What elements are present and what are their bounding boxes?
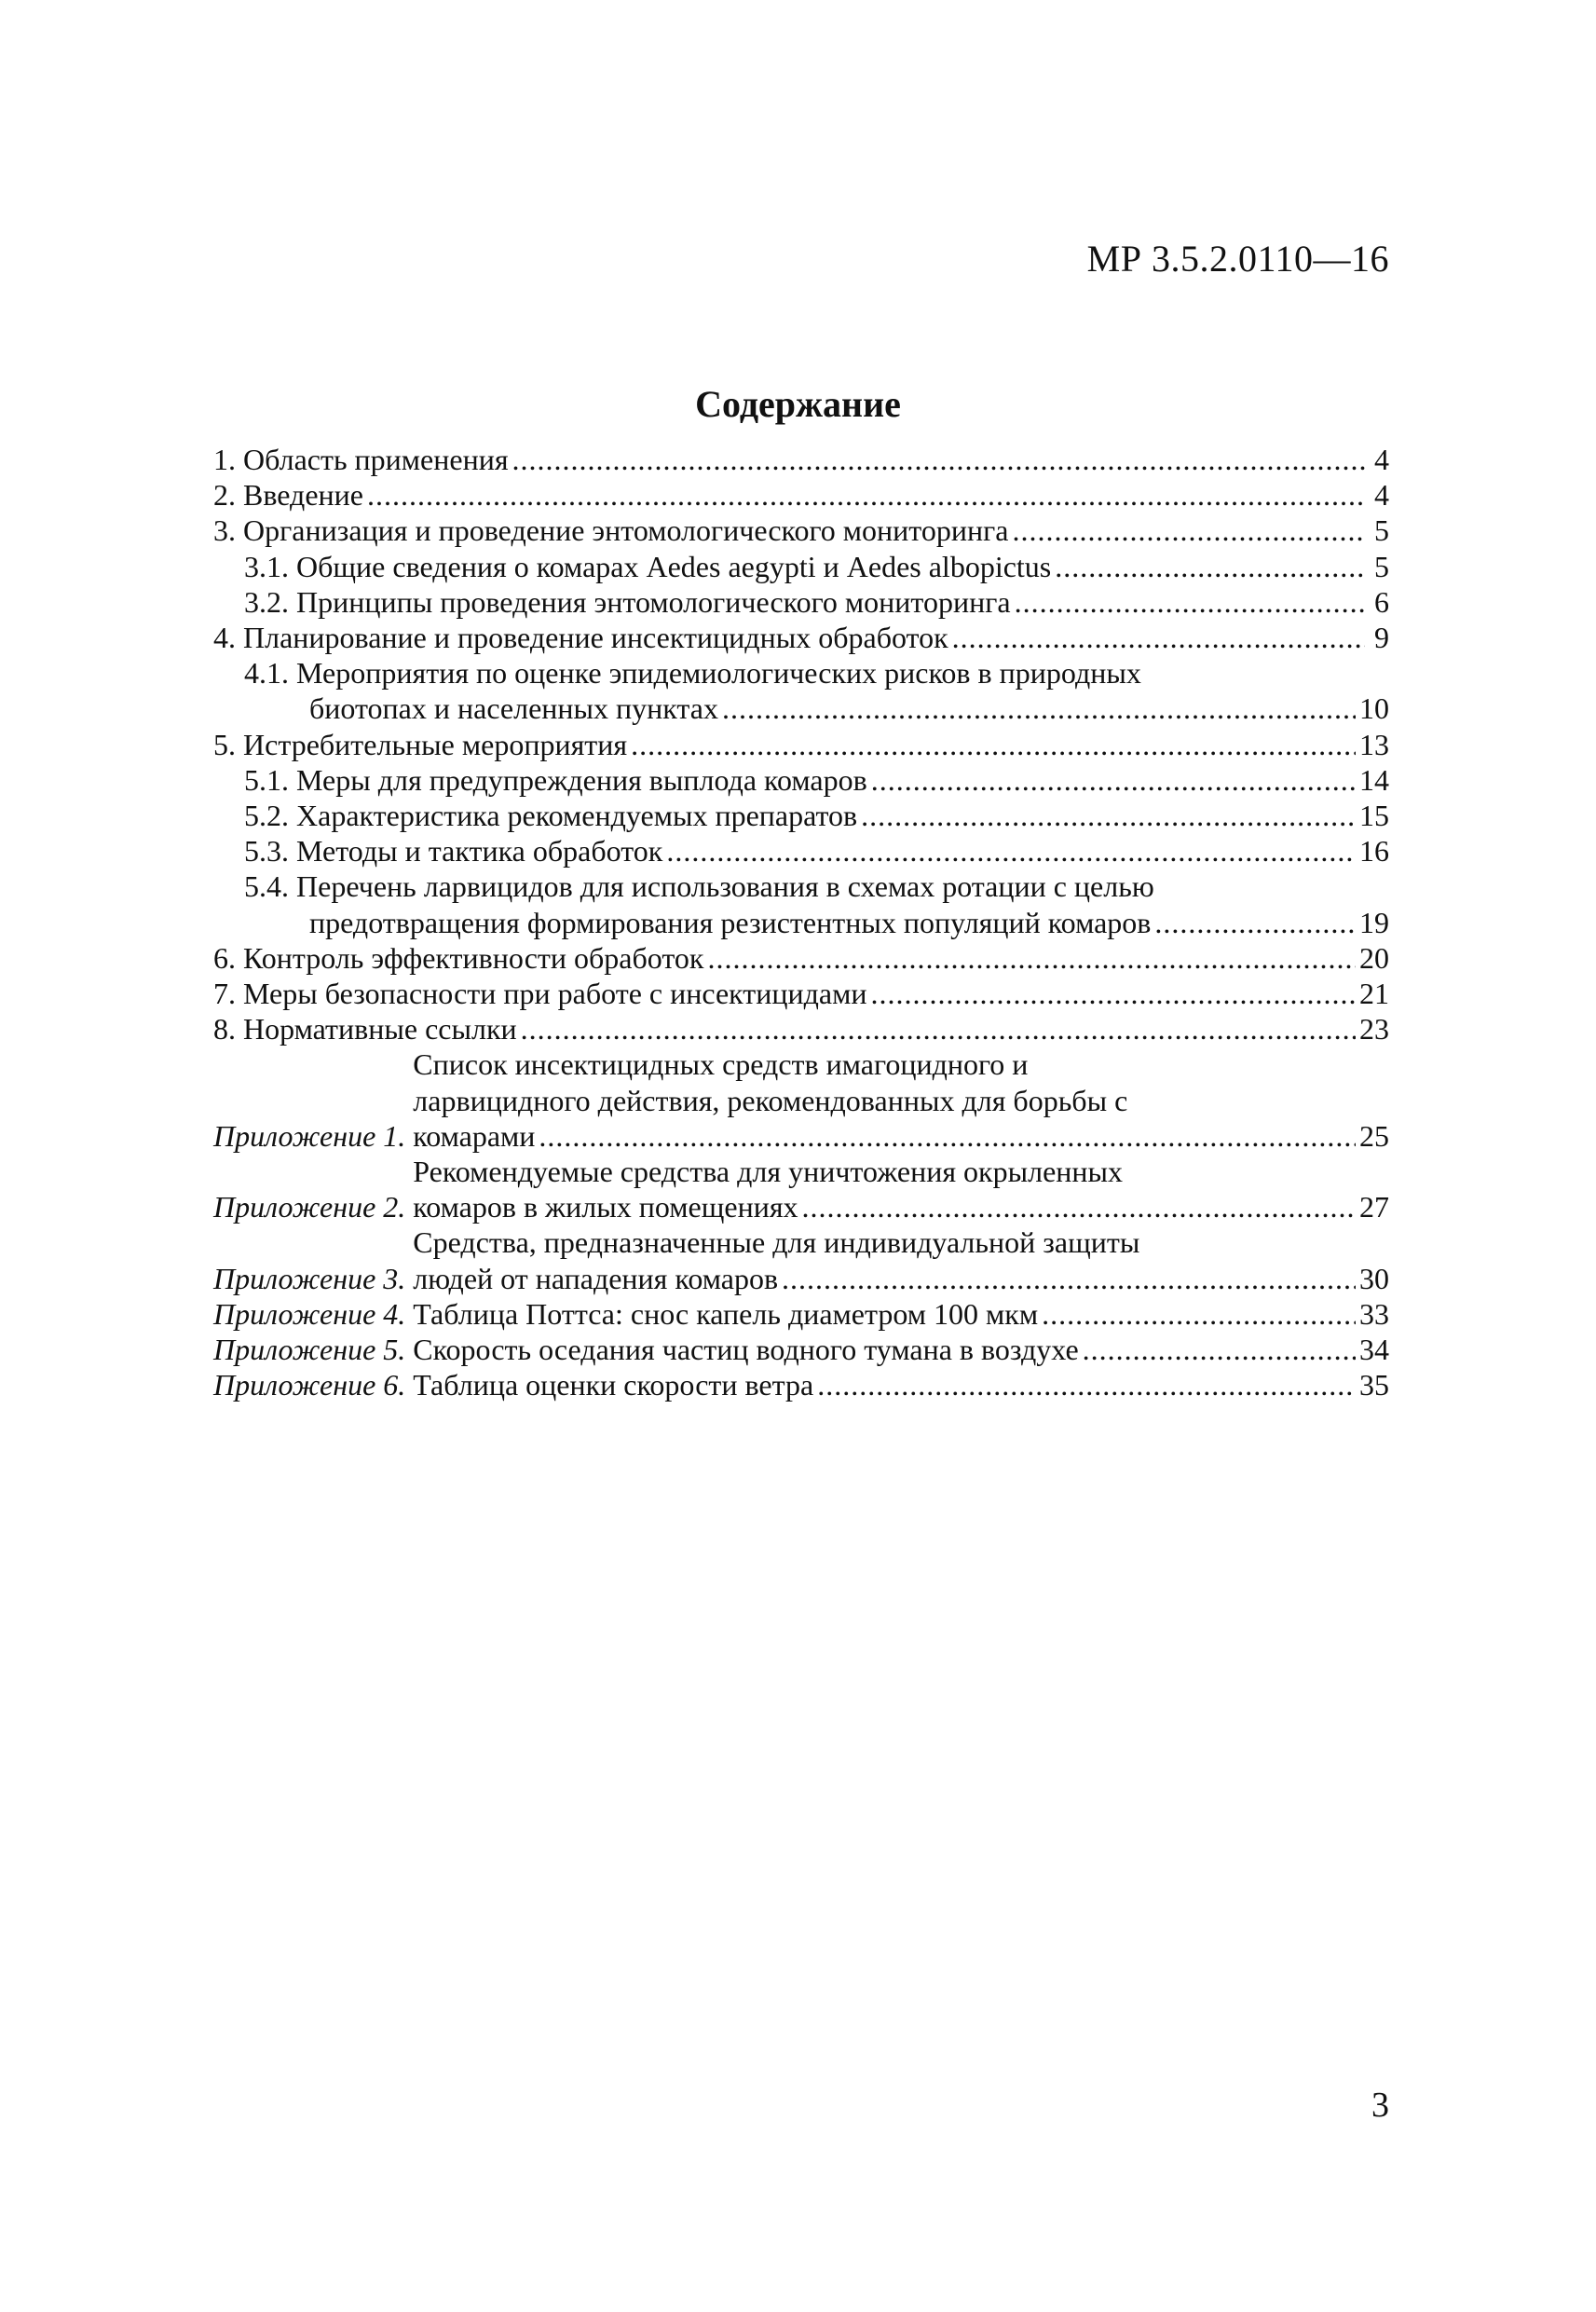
toc-page-number: 6 <box>1374 584 1389 619</box>
toc-page-number: 35 <box>1359 1368 1389 1402</box>
toc-entry-label: предотвращения формирования резистентных популяций комаров <box>309 905 1152 939</box>
toc-entry-text <box>213 1011 1389 1047</box>
toc-entry-label: комарами <box>413 1118 536 1153</box>
toc-entry-label: 4. Планирование и проведение инсектицидных обработок <box>213 621 948 655</box>
toc-entry-label: 5.3. Методы и тактика обработок <box>244 834 663 869</box>
toc-entry-line: 4.1. Мероприятия по оценке эпидемиологических рисков в природных <box>244 656 1141 691</box>
toc-page-number: 14 <box>1359 762 1389 797</box>
toc-dot-leader <box>1015 584 1365 620</box>
toc-page-number: 25 <box>1359 1118 1389 1153</box>
toc-entry <box>213 477 1389 513</box>
toc-entry-text <box>213 513 1389 548</box>
toc-title: Содержание <box>695 383 901 425</box>
toc-entry-text <box>244 869 1389 939</box>
toc-entry-last-line <box>413 1261 1389 1296</box>
toc-entry-line: Средства, предназначенные для индивидуальной защиты <box>413 1225 1140 1260</box>
toc-entry-text <box>213 940 1389 976</box>
toc-prefix-space <box>405 1118 413 1154</box>
toc-entry-text <box>244 798 1389 833</box>
toc-entry-line: 5.4. Перечень ларвицидов для использования в схемах ротации с целью <box>244 869 1154 904</box>
toc-entry <box>244 869 1389 939</box>
page-number: 3 <box>1371 2086 1389 2125</box>
toc-prefix-space <box>405 1189 413 1224</box>
toc-page-number: 21 <box>1359 977 1389 1011</box>
toc-entry-text <box>413 1154 1389 1224</box>
toc-page-number: 15 <box>1359 799 1389 833</box>
toc-entry <box>213 940 1389 976</box>
toc-entry-label: 5.1. Меры для предупреждения выплода комаров <box>244 762 867 797</box>
toc-prefix-space <box>405 1367 413 1402</box>
toc-entry-last-line <box>413 1189 1389 1224</box>
toc-dot-leader <box>722 691 1356 726</box>
toc-dot-leader <box>539 1118 1356 1154</box>
toc-entry-label: 1. Область применения <box>213 443 509 476</box>
toc-dot-leader <box>1154 905 1356 940</box>
toc-entry-label: 5. Истребительные мероприятия <box>213 727 628 761</box>
toc-page-number: 4 <box>1374 443 1389 476</box>
toc-entry-text <box>244 762 1389 798</box>
toc-dot-leader <box>1083 1332 1356 1367</box>
toc-appendix-entry <box>213 1154 1389 1224</box>
toc-entry-label: 3.2. Принципы проведения энтомологического мониторинга <box>244 584 1011 619</box>
toc-entry-last-line <box>213 477 1389 513</box>
toc-entry-text <box>244 655 1389 726</box>
toc-dot-leader <box>1042 1296 1356 1332</box>
toc-appendix-entry <box>213 1367 1389 1402</box>
toc-appendix-prefix: Приложение 5. <box>213 1333 406 1367</box>
toc-entry <box>213 620 1389 655</box>
toc-entry-text <box>213 620 1389 655</box>
toc-entry-line: Рекомендуемые средства для уничтожения окрыленных <box>413 1155 1124 1189</box>
toc-dot-leader <box>952 620 1365 655</box>
toc-entry-text <box>413 1047 1389 1154</box>
toc-entry-last-line <box>244 798 1389 833</box>
toc-page-number: 27 <box>1359 1190 1389 1224</box>
toc-dot-leader <box>817 1367 1356 1402</box>
toc-prefix-space <box>405 1296 413 1332</box>
toc-prefix-space <box>405 1261 413 1296</box>
toc-page-number: 4 <box>1374 478 1389 513</box>
toc-entry-last-line <box>244 833 1389 869</box>
toc-entry-last-line <box>244 691 1389 726</box>
toc-entry <box>213 513 1389 548</box>
toc-entry-last-line <box>244 905 1389 940</box>
toc-entry-text <box>413 1332 1389 1367</box>
toc-entry-label: 8. Нормативные ссылки <box>213 1012 517 1047</box>
toc-entry-text <box>413 1367 1389 1402</box>
toc-page-number: 19 <box>1359 905 1389 939</box>
toc-entry-text <box>244 584 1389 620</box>
toc-page-number: 5 <box>1374 513 1389 548</box>
toc-appendix-entry <box>213 1332 1389 1367</box>
toc-entry-label: 3. Организация и проведение энтомологического мониторинга <box>213 513 1009 548</box>
toc-entry <box>213 727 1389 762</box>
toc-entry-last-line <box>244 584 1389 620</box>
toc-entry-last-line <box>413 1367 1389 1402</box>
toc-dot-leader <box>707 940 1356 976</box>
toc-page-number: 33 <box>1359 1296 1389 1331</box>
toc-entry-label: Скорость оседания частиц водного тумана в воздухе <box>413 1333 1079 1367</box>
toc-entry-last-line <box>213 940 1389 976</box>
toc-page-number: 30 <box>1359 1261 1389 1295</box>
toc-dot-leader <box>521 1011 1356 1047</box>
toc-entry-last-line <box>213 442 1389 477</box>
toc-entry-label: Таблица оценки скорости ветра <box>413 1368 814 1402</box>
toc-entry <box>244 833 1389 869</box>
toc-dot-leader <box>861 798 1356 833</box>
toc-page-number: 23 <box>1359 1012 1389 1047</box>
toc-prefix-space <box>405 1332 413 1367</box>
document-code: МР 3.5.2.0110—16 <box>1086 238 1389 280</box>
toc-dot-leader <box>782 1261 1356 1296</box>
toc-entry-last-line <box>213 727 1389 762</box>
toc-entry-last-line <box>413 1118 1389 1154</box>
toc-entry-last-line <box>213 976 1389 1011</box>
table-of-contents <box>213 442 1389 1402</box>
toc-entry-label: комаров в жилых помещениях <box>413 1190 798 1224</box>
toc-entry <box>244 655 1389 726</box>
toc-dot-leader <box>512 442 1365 477</box>
toc-appendix-entry <box>213 1224 1389 1295</box>
toc-page-number: 13 <box>1359 727 1389 761</box>
toc-dot-leader <box>802 1189 1356 1224</box>
toc-dot-leader <box>666 833 1356 869</box>
toc-page-number: 10 <box>1359 691 1389 726</box>
toc-entry-last-line <box>213 1011 1389 1047</box>
toc-entry-text <box>213 442 1389 477</box>
toc-entry-label: людей от нападения комаров <box>413 1261 779 1295</box>
toc-dot-leader <box>1055 549 1365 584</box>
toc-entry-text <box>244 833 1389 869</box>
toc-appendix-prefix: Приложение 4. <box>213 1296 406 1331</box>
toc-appendix-entry <box>213 1296 1389 1332</box>
toc-entry <box>213 976 1389 1011</box>
toc-appendix-prefix: Приложение 6. <box>213 1368 406 1402</box>
toc-dot-leader <box>367 477 1365 513</box>
toc-entry <box>244 798 1389 833</box>
toc-dot-leader <box>871 762 1356 798</box>
toc-entry-label: 3.1. Общие сведения о комарах Aedes aegypti и Aedes albopictus <box>244 549 1052 583</box>
toc-entry-label: 7. Меры безопасности при работе с инсектицидами <box>213 977 867 1011</box>
toc-entry-line: ларвицидного действия, рекомендованных для борьбы с <box>413 1083 1128 1117</box>
toc-appendix-prefix: Приложение 3. <box>213 1261 406 1295</box>
toc-entry-last-line <box>413 1296 1389 1332</box>
toc-page-number: 5 <box>1374 549 1389 583</box>
toc-page-number: 9 <box>1374 621 1389 655</box>
toc-page-number: 20 <box>1359 940 1389 975</box>
toc-entry <box>244 762 1389 798</box>
toc-entry-text <box>244 549 1389 584</box>
toc-appendix-prefix: Приложение 1. <box>213 1118 406 1153</box>
toc-entry-text <box>413 1296 1389 1332</box>
toc-entry <box>213 1011 1389 1047</box>
toc-dot-leader <box>631 727 1356 762</box>
toc-entry-label: Таблица Поттса: снос капель диаметром 100 мкм <box>413 1296 1039 1331</box>
toc-entry-label: 6. Контроль эффективности обработок <box>213 940 704 975</box>
toc-entry-text <box>213 727 1389 762</box>
toc-entry-line: Список инсектицидных средств имагоцидного и <box>413 1047 1029 1082</box>
toc-dot-leader <box>1012 513 1365 548</box>
toc-entry-text <box>413 1224 1389 1295</box>
toc-appendix-entry <box>213 1047 1389 1154</box>
toc-entry-last-line <box>244 762 1389 798</box>
toc-dot-leader <box>871 976 1357 1011</box>
toc-entry-last-line <box>213 513 1389 548</box>
toc-appendix-prefix: Приложение 2. <box>213 1190 406 1224</box>
toc-page-number: 16 <box>1359 834 1389 869</box>
toc-entry-label: биотопах и населенных пунктах <box>309 691 718 726</box>
toc-entry <box>244 549 1389 584</box>
toc-entry-last-line <box>413 1332 1389 1367</box>
toc-page-number: 34 <box>1359 1333 1389 1367</box>
toc-entry-label: 5.2. Характеристика рекомендуемых препаратов <box>244 799 858 833</box>
toc-entry-last-line <box>213 620 1389 655</box>
toc-entry <box>213 442 1389 477</box>
toc-entry <box>244 584 1389 620</box>
toc-entry-last-line <box>244 549 1389 584</box>
toc-entry-label: 2. Введение <box>213 478 363 513</box>
toc-entry-text <box>213 477 1389 513</box>
toc-entry-text <box>213 976 1389 1011</box>
